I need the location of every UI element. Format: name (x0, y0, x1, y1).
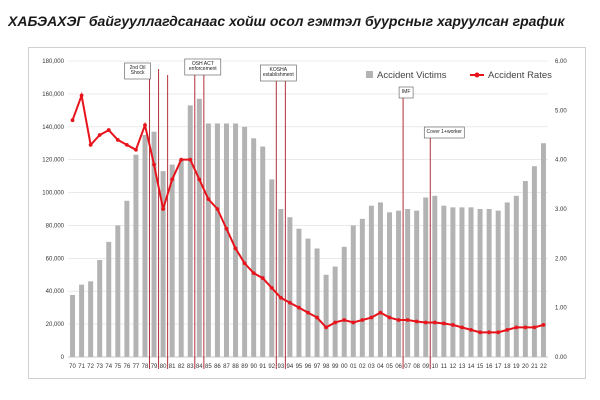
x-axis-tick-label: 15 (476, 364, 484, 370)
left-axis-tick-label: 160,000 (42, 91, 64, 98)
rate-point (342, 318, 346, 322)
bar (360, 219, 365, 357)
rate-point (496, 330, 500, 334)
x-axis-tick-label: 70 (69, 364, 76, 370)
x-axis-tick-label: 80 (159, 364, 167, 370)
rate-point (505, 328, 509, 332)
x-axis-tick-label: 18 (503, 364, 511, 370)
x-axis-tick-label: 21 (531, 364, 538, 370)
rate-point (460, 326, 464, 330)
x-axis-tick-label: 72 (87, 364, 94, 370)
x-axis-tick-label: 71 (78, 364, 85, 370)
bar (514, 196, 519, 357)
rate-point (98, 133, 102, 137)
legend-label-rates: Accident Rates (488, 70, 552, 81)
rate-point (270, 286, 274, 290)
x-axis-tick-label: 93 (277, 364, 285, 370)
rate-point (206, 197, 210, 201)
x-axis-tick-label: 94 (286, 364, 294, 370)
bar (106, 242, 111, 357)
annotation-label: 2nd Oil (129, 65, 146, 71)
x-axis-tick-label: 16 (485, 364, 493, 370)
bar (487, 209, 492, 357)
x-axis-tick-label: 76 (123, 364, 131, 370)
rate-point (179, 158, 183, 162)
rate-point (442, 322, 446, 326)
right-axis-tick-label: 0.00 (555, 355, 567, 361)
rate-point (297, 306, 301, 310)
x-axis-tick-label: 73 (96, 364, 104, 370)
annotation-label: Cover 1+worker (426, 129, 462, 135)
legend-swatch-victims (366, 71, 373, 78)
left-axis-tick-label: 140,000 (42, 124, 64, 131)
left-axis-tick-label: 80,000 (45, 223, 64, 230)
rate-point (315, 316, 319, 320)
left-axis-tick-label: 60,000 (45, 256, 64, 263)
x-axis-tick-label: 00 (340, 364, 348, 370)
x-axis-tick-label: 12 (449, 364, 457, 370)
bar (450, 207, 455, 357)
rate-point (360, 318, 364, 322)
rate-point (125, 143, 129, 147)
x-axis-tick-label: 95 (295, 364, 303, 370)
rate-point (415, 320, 419, 324)
rate-point (161, 207, 165, 211)
annotation-label: IMF (401, 89, 411, 95)
chart-title: ХАБЭАХЭГ байгууллагдсанаас хойш осол гэмтэл буурсныг харуулсан график (8, 13, 565, 29)
right-axis-tick-label: 5.00 (555, 108, 567, 115)
rate-point (71, 118, 75, 122)
bar (269, 179, 274, 357)
rate-point (306, 311, 310, 315)
x-axis-tick-label: 91 (259, 364, 267, 370)
rate-point (523, 326, 527, 330)
x-axis-tick-label: 10 (431, 364, 439, 370)
rate-point (424, 321, 428, 325)
rate-point (369, 316, 373, 320)
bar (115, 225, 120, 357)
right-axis-tick-label: 4.00 (555, 157, 567, 164)
bar (242, 127, 247, 357)
annotation-label: OSH ACT (191, 61, 214, 67)
bar (79, 285, 84, 357)
rate-point (542, 323, 546, 327)
bar (342, 247, 347, 357)
bar (405, 209, 410, 357)
x-axis-tick-label: 77 (132, 364, 140, 370)
rate-point (433, 321, 437, 325)
left-axis-tick-label: 0 (60, 355, 64, 361)
legend-marker-rates (475, 73, 480, 78)
x-axis-tick-label: 17 (494, 364, 502, 370)
rate-point (333, 321, 337, 325)
bar (224, 123, 229, 357)
rate-point (152, 163, 156, 167)
bar (142, 135, 147, 357)
x-axis-tick-label: 96 (304, 364, 312, 370)
x-axis-tick-label: 14 (467, 364, 475, 370)
bar (260, 147, 265, 357)
right-axis-tick-label: 1.00 (555, 305, 567, 312)
bar (324, 275, 329, 357)
bar (306, 239, 311, 357)
bar (197, 99, 202, 357)
rate-point (379, 311, 383, 315)
x-axis-tick-label: 83 (186, 364, 194, 370)
right-axis-tick-label: 3.00 (555, 207, 567, 213)
bar (278, 209, 283, 357)
bar (414, 211, 419, 357)
x-axis-tick-label: 03 (368, 364, 375, 370)
bar (251, 138, 256, 357)
bar (423, 197, 428, 357)
rate-point (388, 316, 392, 320)
bar (351, 225, 356, 357)
annotation-label: KOSHA (269, 67, 288, 73)
x-axis-tick-label: 90 (250, 364, 258, 370)
x-axis-tick-label: 07 (404, 364, 411, 370)
bar (396, 211, 401, 357)
rate-point (80, 94, 84, 98)
bar (70, 295, 75, 357)
bar (287, 217, 292, 357)
x-axis-tick-label: 89 (241, 364, 248, 370)
x-axis-tick-label: 09 (422, 364, 430, 370)
x-axis-tick-label: 82 (177, 364, 185, 370)
right-axis-tick-label: 6.00 (555, 59, 567, 65)
bar (124, 201, 129, 357)
bar (296, 229, 301, 357)
rate-point (261, 276, 265, 280)
left-axis-tick-label: 180,000 (42, 59, 64, 65)
x-axis-tick-label: 05 (386, 364, 393, 370)
rate-point (533, 326, 537, 330)
bar (88, 281, 93, 357)
bar (441, 206, 446, 357)
annotation-label: establishment (262, 72, 294, 78)
x-axis-tick-label: 84 (195, 364, 203, 370)
bar (369, 206, 374, 357)
rate-point (170, 178, 174, 182)
left-axis-tick-label: 100,000 (42, 190, 64, 197)
rate-point (397, 318, 401, 322)
x-axis-tick-label: 75 (114, 364, 122, 370)
rate-point (234, 247, 238, 251)
rate-point (514, 326, 518, 330)
rate-point (279, 296, 283, 300)
bar (469, 207, 474, 357)
bar (315, 248, 320, 357)
rate-point (288, 301, 292, 305)
x-axis-tick-label: 06 (395, 364, 402, 370)
rate-point (478, 330, 482, 334)
rate-point (487, 330, 491, 334)
rate-point (197, 178, 201, 182)
annotation-label: Shock (130, 70, 145, 76)
rate-point (107, 128, 111, 132)
bar (496, 211, 501, 357)
x-axis-tick-label: 22 (540, 364, 547, 370)
bar (215, 123, 220, 357)
left-axis-tick-label: 40,000 (45, 289, 64, 296)
rate-point (188, 158, 192, 162)
rate-point (324, 326, 328, 330)
left-axis-tick-label: 20,000 (45, 322, 64, 329)
rate-point (134, 148, 138, 152)
bar (387, 212, 392, 357)
x-axis-tick-label: 92 (268, 364, 276, 370)
bar (478, 209, 483, 357)
x-axis-tick-label: 74 (105, 364, 113, 370)
bar (188, 105, 193, 357)
x-axis-tick-label: 97 (313, 364, 321, 370)
bar (97, 260, 102, 357)
rate-point (89, 143, 93, 147)
rate-point (469, 328, 473, 332)
x-axis-tick-label: 81 (168, 364, 176, 370)
annotation-label: enforcement (188, 66, 217, 72)
rate-point (225, 227, 229, 231)
bar (459, 207, 464, 357)
rate-point (143, 123, 147, 127)
bar (179, 160, 184, 357)
legend-label-victims: Accident Victims (377, 70, 447, 81)
bar (378, 202, 383, 357)
x-axis-tick-label: 85 (205, 364, 212, 370)
x-axis-tick-label: 79 (150, 364, 158, 370)
bar (523, 181, 528, 357)
right-axis-tick-label: 2.00 (555, 256, 567, 263)
x-axis-tick-label: 99 (331, 364, 339, 370)
x-axis-tick-label: 19 (512, 364, 520, 370)
x-axis-tick-label: 02 (358, 364, 366, 370)
x-axis-tick-label: 13 (458, 364, 466, 370)
rate-point (116, 138, 120, 142)
x-axis-tick-label: 86 (214, 364, 221, 370)
rate-point (406, 318, 410, 322)
bar (206, 123, 211, 357)
bar (170, 165, 175, 357)
bar (333, 267, 338, 357)
bar (233, 123, 238, 357)
x-axis-tick-label: 01 (349, 364, 357, 370)
x-axis-tick-label: 88 (232, 364, 239, 370)
rate-point (243, 261, 247, 265)
x-axis-tick-label: 98 (322, 364, 330, 370)
bar (133, 155, 138, 357)
bar (432, 196, 437, 357)
bar (505, 202, 510, 357)
rate-point (451, 323, 455, 327)
left-axis-tick-label: 120,000 (42, 157, 64, 164)
rate-point (216, 207, 220, 211)
rate-point (351, 321, 355, 325)
x-axis-tick-label: 08 (413, 364, 421, 370)
x-axis-tick-label: 04 (377, 364, 384, 370)
x-axis-tick-label: 87 (223, 364, 230, 370)
x-axis-tick-label: 78 (141, 364, 149, 370)
x-axis-tick-label: 11 (440, 364, 447, 370)
x-axis-tick-label: 20 (522, 364, 529, 370)
rate-point (252, 271, 256, 275)
